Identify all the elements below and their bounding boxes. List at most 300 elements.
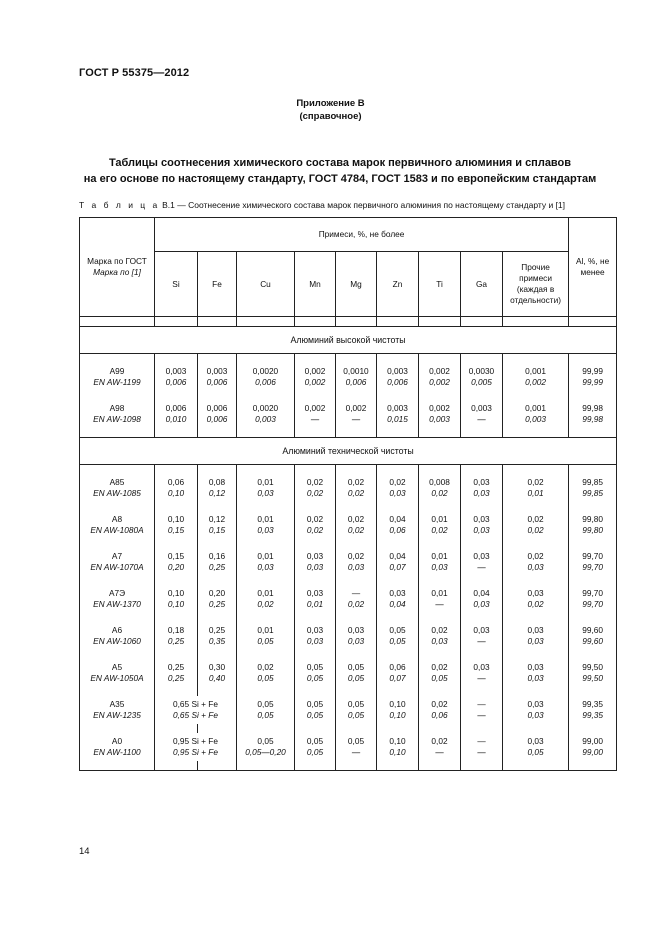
value-gost: 0,04 bbox=[473, 588, 490, 598]
spacer-cell bbox=[377, 687, 419, 696]
value-gost: 99,50 bbox=[582, 662, 603, 672]
value-gost: 99,35 bbox=[582, 699, 603, 709]
spacer-cell bbox=[198, 539, 237, 548]
value-en: 0,002 bbox=[304, 377, 326, 387]
value-en: 0,02 bbox=[347, 599, 365, 609]
value-cell bbox=[336, 733, 377, 761]
value-en: EN AW-1050A bbox=[90, 673, 144, 683]
row-spacer bbox=[80, 317, 617, 327]
value-en: 0,003 bbox=[255, 414, 276, 424]
spacer-cell bbox=[155, 354, 198, 364]
value-en: 0,03 bbox=[527, 710, 544, 720]
spacer-cell bbox=[155, 724, 198, 733]
value-en: 0,03 bbox=[257, 525, 274, 535]
spacer-cell bbox=[569, 613, 617, 622]
spacer-cell bbox=[503, 354, 569, 364]
value-cell bbox=[237, 363, 295, 391]
spacer-cell bbox=[419, 502, 461, 511]
value-en: 0,07 bbox=[389, 562, 406, 572]
value-en: 0,03 bbox=[527, 562, 544, 572]
spacer-cell bbox=[237, 391, 295, 400]
value-en: 0,05 bbox=[347, 673, 365, 683]
value-en: 99,00 bbox=[582, 747, 603, 757]
value-gost: А35 bbox=[109, 699, 125, 709]
value-gost: 0,05 bbox=[306, 736, 324, 746]
value-gost: А85 bbox=[109, 477, 125, 487]
value-gost: 0,002 bbox=[304, 366, 326, 376]
value-cell bbox=[503, 733, 569, 761]
spacer-cell bbox=[461, 391, 503, 400]
value-cell bbox=[503, 696, 569, 724]
value-en: 0,10 bbox=[167, 599, 185, 609]
value-cell bbox=[461, 548, 503, 576]
spacer-cell bbox=[377, 539, 419, 548]
spacer-cell bbox=[336, 687, 377, 696]
value-cell bbox=[155, 511, 198, 539]
grade-cell bbox=[80, 548, 155, 576]
value-cell bbox=[419, 474, 461, 502]
value-gost: 0,03 bbox=[527, 699, 544, 709]
value-en: 0,006 bbox=[206, 377, 228, 387]
value-cell bbox=[503, 622, 569, 650]
spacer-cell bbox=[336, 354, 377, 364]
spacer-cell bbox=[295, 539, 336, 548]
value-gost: 0,18 bbox=[167, 625, 185, 635]
value-gost: 0,02 bbox=[431, 625, 448, 635]
value-gost: 0,003 bbox=[387, 403, 408, 413]
value-cell bbox=[336, 363, 377, 391]
value-en: 0,02 bbox=[257, 599, 274, 609]
value-en: 0,10 bbox=[389, 710, 406, 720]
value-cell bbox=[569, 696, 617, 724]
spacer-cell bbox=[419, 428, 461, 438]
spacer-cell bbox=[80, 428, 155, 438]
value-cell bbox=[569, 511, 617, 539]
value-gost: 0,01 bbox=[431, 551, 448, 561]
value-cell bbox=[237, 400, 295, 428]
spacer-cell bbox=[377, 428, 419, 438]
value-cell bbox=[237, 511, 295, 539]
spacer-cell bbox=[80, 687, 155, 696]
value-gost: 0,02 bbox=[306, 477, 324, 487]
grade-cell bbox=[80, 659, 155, 687]
value-en: 0,002 bbox=[525, 377, 546, 387]
value-gost: 99,99 bbox=[582, 366, 603, 376]
value-cell bbox=[295, 659, 336, 687]
spacer-cell bbox=[198, 317, 237, 327]
value-en: 99,70 bbox=[582, 562, 603, 572]
value-cell bbox=[198, 585, 237, 613]
value-en: 0,03 bbox=[257, 562, 274, 572]
value-en: 0,01 bbox=[527, 488, 544, 498]
spacer-cell bbox=[198, 576, 237, 585]
value-en: — bbox=[477, 710, 486, 720]
section-high-purity bbox=[80, 327, 617, 354]
spacer-cell bbox=[336, 650, 377, 659]
value-gost: А7Э bbox=[108, 588, 126, 598]
value-cell bbox=[295, 400, 336, 428]
value-en: 0,05 bbox=[431, 673, 448, 683]
value-cell bbox=[237, 474, 295, 502]
value-cell bbox=[461, 363, 503, 391]
value-gost: 0,003 bbox=[387, 366, 408, 376]
spacer-cell bbox=[198, 465, 237, 475]
header-element-fe: Fe bbox=[198, 252, 237, 317]
spacer-cell bbox=[295, 576, 336, 585]
value-gost: 0,03 bbox=[473, 625, 490, 635]
value-en: 0,02 bbox=[527, 525, 544, 535]
value-gost: 0,01 bbox=[257, 551, 274, 561]
value-cell bbox=[503, 548, 569, 576]
spacer-cell bbox=[336, 539, 377, 548]
spacer-cell bbox=[419, 761, 461, 771]
spacer-cell bbox=[80, 539, 155, 548]
spacer-cell bbox=[336, 428, 377, 438]
value-gost: 0,10 bbox=[167, 514, 185, 524]
spacer-cell bbox=[419, 539, 461, 548]
value-cell bbox=[198, 400, 237, 428]
appendix-title bbox=[0, 97, 661, 123]
value-en: 0,01 bbox=[306, 599, 324, 609]
value-en: 0,25 bbox=[208, 599, 226, 609]
row-spacer bbox=[80, 687, 617, 696]
value-gost: 0,001 bbox=[525, 366, 546, 376]
value-en: 0,05 bbox=[389, 636, 406, 646]
value-en: 0,05—0,20 bbox=[245, 747, 286, 757]
value-cell bbox=[503, 585, 569, 613]
spacer-cell bbox=[198, 502, 237, 511]
section-technical-purity bbox=[80, 438, 617, 465]
value-cell bbox=[569, 622, 617, 650]
value-en: 99,99 bbox=[582, 377, 603, 387]
value-cell bbox=[336, 400, 377, 428]
spacer-cell bbox=[237, 428, 295, 438]
value-en: 0,05 bbox=[527, 747, 544, 757]
table-caption bbox=[79, 200, 565, 210]
value-cell bbox=[198, 622, 237, 650]
spacer-cell bbox=[377, 576, 419, 585]
value-gost: 0,15 bbox=[167, 551, 185, 561]
spacer-cell bbox=[155, 428, 198, 438]
value-gost: 0,02 bbox=[389, 477, 406, 487]
spacer-cell bbox=[295, 502, 336, 511]
table-row bbox=[80, 585, 617, 613]
value-en: EN AW-1199 bbox=[93, 377, 141, 387]
row-spacer bbox=[80, 576, 617, 585]
header-al: Al, %, не менее bbox=[569, 218, 617, 317]
spacer-cell bbox=[503, 428, 569, 438]
spacer-cell bbox=[198, 687, 237, 696]
spacer-cell bbox=[198, 613, 237, 622]
header-element-zn: Zn bbox=[377, 252, 419, 317]
value-en: 0,02 bbox=[431, 525, 448, 535]
value-en: — bbox=[351, 747, 361, 757]
value-gost: 0,25 bbox=[167, 662, 185, 672]
row-spacer bbox=[80, 613, 617, 622]
spacer-cell bbox=[155, 687, 198, 696]
value-en: 99,70 bbox=[582, 599, 603, 609]
value-cell bbox=[419, 511, 461, 539]
grade-cell bbox=[80, 622, 155, 650]
value-en: 99,60 bbox=[582, 636, 603, 646]
value-en: 0,95 Si + Fe bbox=[173, 747, 218, 757]
spacer-cell bbox=[461, 428, 503, 438]
value-en: 0,006 bbox=[387, 377, 408, 387]
value-gost: 0,65 Si + Fe bbox=[173, 699, 218, 709]
spacer-cell bbox=[198, 761, 237, 771]
spacer-cell bbox=[461, 687, 503, 696]
value-gost: 0,04 bbox=[389, 551, 406, 561]
section-high-purity-label: Алюминий высокой чистоты bbox=[80, 327, 617, 354]
table-row bbox=[80, 696, 617, 724]
spacer-cell bbox=[569, 428, 617, 438]
value-en: 0,02 bbox=[347, 488, 365, 498]
spacer-cell bbox=[569, 391, 617, 400]
spacer-cell bbox=[336, 724, 377, 733]
header-grade-gost: Марка по ГОСТ bbox=[87, 256, 147, 266]
spacer-cell bbox=[377, 317, 419, 327]
value-gost: А5 bbox=[111, 662, 123, 672]
value-cell bbox=[461, 733, 503, 761]
spacer-cell bbox=[336, 502, 377, 511]
spacer-cell bbox=[155, 539, 198, 548]
value-en: — bbox=[435, 599, 444, 609]
spacer-cell bbox=[569, 539, 617, 548]
header-element-mg: Mg bbox=[336, 252, 377, 317]
value-gost: 0,01 bbox=[431, 514, 448, 524]
value-gost: 0,02 bbox=[527, 514, 544, 524]
value-cell bbox=[336, 511, 377, 539]
value-cell bbox=[237, 659, 295, 687]
value-en: 99,80 bbox=[582, 525, 603, 535]
value-en: 0,03 bbox=[473, 488, 490, 498]
value-cell bbox=[336, 696, 377, 724]
spacer-cell bbox=[377, 613, 419, 622]
grade-cell bbox=[80, 400, 155, 428]
value-en: 0,03 bbox=[431, 562, 448, 572]
value-cell bbox=[569, 548, 617, 576]
value-en: 0,03 bbox=[347, 562, 365, 572]
grade-cell bbox=[80, 363, 155, 391]
value-gost: 0,06 bbox=[389, 662, 406, 672]
value-cell bbox=[237, 733, 295, 761]
spacer-cell bbox=[377, 391, 419, 400]
header-element-cu: Cu bbox=[237, 252, 295, 317]
value-cell bbox=[377, 363, 419, 391]
value-cell bbox=[295, 622, 336, 650]
value-cell bbox=[155, 585, 198, 613]
spacer-cell bbox=[295, 391, 336, 400]
spacer-cell bbox=[419, 687, 461, 696]
value-en: — bbox=[477, 562, 486, 572]
value-gost: 0,10 bbox=[389, 699, 406, 709]
spacer-cell bbox=[503, 687, 569, 696]
value-cell bbox=[503, 474, 569, 502]
value-gost: 0,02 bbox=[431, 662, 448, 672]
value-en: 0,10 bbox=[167, 488, 185, 498]
spacer-cell bbox=[461, 613, 503, 622]
value-cell bbox=[419, 363, 461, 391]
value-cell bbox=[377, 548, 419, 576]
spacer-cell bbox=[80, 502, 155, 511]
value-en: EN AW-1370 bbox=[93, 599, 141, 609]
appendix-label: Приложение В bbox=[296, 98, 365, 109]
spacer-cell bbox=[155, 502, 198, 511]
section-technical-purity-label: Алюминий технической чистоты bbox=[80, 438, 617, 465]
value-gost: 0,003 bbox=[471, 403, 492, 413]
value-gost: 0,0010 bbox=[343, 366, 369, 376]
value-en: 0,02 bbox=[306, 525, 324, 535]
value-en: 0,03 bbox=[473, 599, 490, 609]
value-gost: 0,16 bbox=[208, 551, 226, 561]
grade-cell bbox=[80, 511, 155, 539]
value-en: 0,15 bbox=[167, 525, 185, 535]
value-cell bbox=[461, 659, 503, 687]
value-gost: 0,25 bbox=[208, 625, 226, 635]
table-row bbox=[80, 622, 617, 650]
value-en: 0,05 bbox=[306, 747, 324, 757]
spacer-cell bbox=[80, 391, 155, 400]
value-en: — bbox=[477, 636, 486, 646]
spacer-cell bbox=[569, 761, 617, 771]
value-gost: 0,02 bbox=[431, 699, 448, 709]
value-en: 0,03 bbox=[306, 636, 324, 646]
spacer-cell bbox=[503, 539, 569, 548]
value-en: 0,010 bbox=[165, 414, 187, 424]
value-en: 0,12 bbox=[208, 488, 226, 498]
table-row bbox=[80, 659, 617, 687]
spacer-cell bbox=[155, 761, 198, 771]
spacer-cell bbox=[237, 576, 295, 585]
value-gost: 0,12 bbox=[208, 514, 226, 524]
spacer-cell bbox=[569, 650, 617, 659]
value-gost: 0,01 bbox=[257, 477, 274, 487]
value-en: 99,50 bbox=[582, 673, 603, 683]
value-en: EN AW-1080A bbox=[90, 525, 144, 535]
value-cell bbox=[336, 585, 377, 613]
value-en: 99,85 bbox=[582, 488, 603, 498]
value-en: 0,03 bbox=[527, 636, 544, 646]
value-en: 0,006 bbox=[255, 377, 276, 387]
spacer-cell bbox=[569, 317, 617, 327]
value-en: 0,03 bbox=[389, 488, 406, 498]
spacer-cell bbox=[198, 724, 237, 733]
spacer-cell bbox=[461, 724, 503, 733]
row-spacer bbox=[80, 502, 617, 511]
spacer-cell bbox=[237, 317, 295, 327]
value-gost: 0,05 bbox=[389, 625, 406, 635]
value-gost: 0,03 bbox=[527, 662, 544, 672]
value-cell bbox=[461, 400, 503, 428]
value-cell bbox=[295, 733, 336, 761]
spacer-cell bbox=[155, 465, 198, 475]
spacer-cell bbox=[419, 724, 461, 733]
value-gost: 0,006 bbox=[206, 403, 228, 413]
value-en: 0,02 bbox=[347, 525, 365, 535]
value-gost: 0,03 bbox=[306, 551, 324, 561]
spacer-cell bbox=[461, 502, 503, 511]
header-element-si: Si bbox=[155, 252, 198, 317]
spacer-cell bbox=[503, 317, 569, 327]
value-en: 0,05 bbox=[257, 636, 274, 646]
value-gost: А98 bbox=[109, 403, 125, 413]
spacer-cell bbox=[198, 391, 237, 400]
spacer-cell bbox=[503, 724, 569, 733]
value-gost: 0,10 bbox=[389, 736, 406, 746]
value-gost: 0,003 bbox=[165, 366, 187, 376]
row-spacer bbox=[80, 761, 617, 771]
spacer-cell bbox=[503, 465, 569, 475]
spacer-cell bbox=[569, 465, 617, 475]
value-en: 0,015 bbox=[387, 414, 408, 424]
value-gost: А0 bbox=[111, 736, 123, 746]
value-gost: А99 bbox=[109, 366, 125, 376]
table-row bbox=[80, 400, 617, 428]
header-grade-en: Марка по [1] bbox=[93, 267, 141, 277]
spacer-cell bbox=[336, 576, 377, 585]
value-gost: 0,05 bbox=[306, 699, 324, 709]
spacer-cell bbox=[155, 650, 198, 659]
spacer-cell bbox=[155, 613, 198, 622]
spacer-cell bbox=[237, 650, 295, 659]
value-cell bbox=[295, 585, 336, 613]
value-en: 0,05 bbox=[257, 710, 274, 720]
value-en: 0,002 bbox=[429, 377, 450, 387]
value-gost: 99,00 bbox=[582, 736, 603, 746]
value-cell bbox=[419, 733, 461, 761]
value-cell bbox=[336, 622, 377, 650]
spacer-cell bbox=[80, 724, 155, 733]
value-en: 0,15 bbox=[208, 525, 226, 535]
value-en: 0,03 bbox=[527, 673, 544, 683]
spacer-cell bbox=[237, 465, 295, 475]
value-en: 0,25 bbox=[167, 636, 185, 646]
table-row bbox=[80, 733, 617, 761]
value-gost: 0,006 bbox=[165, 403, 187, 413]
value-gost: 0,02 bbox=[527, 477, 544, 487]
spacer-cell bbox=[80, 650, 155, 659]
value-en: 0,04 bbox=[389, 599, 406, 609]
value-gost: 0,03 bbox=[473, 551, 490, 561]
value-gost: 0,10 bbox=[167, 588, 185, 598]
spacer-cell bbox=[295, 354, 336, 364]
value-en: 0,20 bbox=[167, 562, 185, 572]
table-row bbox=[80, 511, 617, 539]
value-cell bbox=[377, 696, 419, 724]
value-en: 0,25 bbox=[208, 562, 226, 572]
value-en: EN AW-1060 bbox=[93, 636, 141, 646]
spacer-cell bbox=[461, 576, 503, 585]
spacer-cell bbox=[377, 465, 419, 475]
value-cell bbox=[569, 400, 617, 428]
value-en: 0,05 bbox=[347, 710, 365, 720]
value-cell bbox=[569, 733, 617, 761]
value-gost: 0,30 bbox=[208, 662, 226, 672]
spacer-cell bbox=[419, 576, 461, 585]
spacer-cell bbox=[419, 613, 461, 622]
value-cell bbox=[569, 585, 617, 613]
value-en: 0,06 bbox=[431, 710, 448, 720]
spacer-cell bbox=[461, 539, 503, 548]
value-gost: 99,70 bbox=[582, 588, 603, 598]
spacer-cell bbox=[461, 650, 503, 659]
grade-cell bbox=[80, 696, 155, 724]
value-gost: 0,001 bbox=[525, 403, 546, 413]
value-cell bbox=[377, 400, 419, 428]
spacer-cell bbox=[237, 539, 295, 548]
value-cell bbox=[336, 548, 377, 576]
value-en: 0,02 bbox=[431, 488, 448, 498]
